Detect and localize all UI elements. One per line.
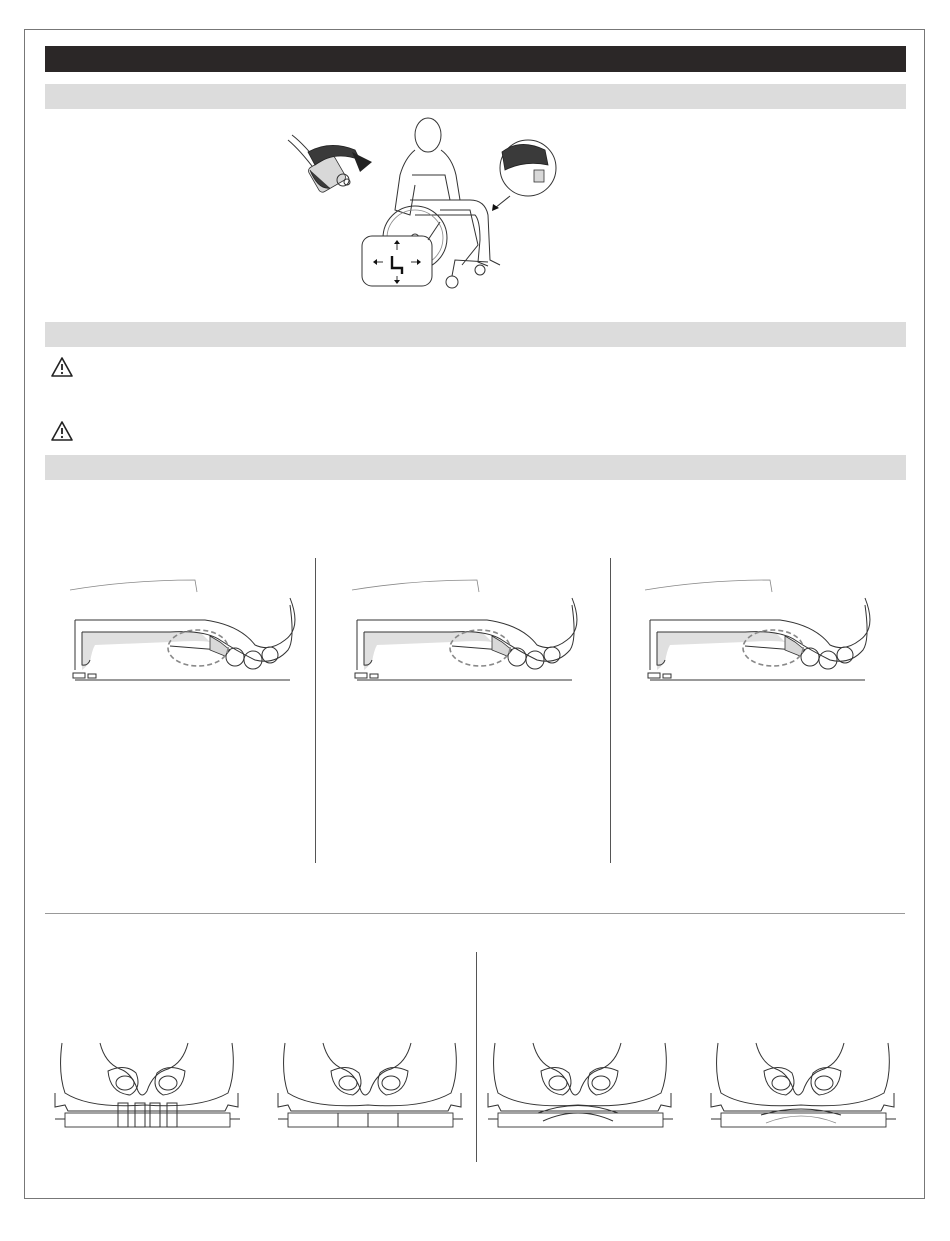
- rear-views-divider: [476, 952, 477, 1162]
- page-frame: [24, 29, 925, 1199]
- section-bar-warnings: [45, 322, 906, 347]
- section-divider: [45, 913, 905, 914]
- column-divider-1: [315, 558, 316, 863]
- section-bar-setup: [45, 84, 906, 109]
- warning-triangle-icon: [50, 420, 74, 442]
- column-divider-2: [610, 558, 611, 863]
- section-bar-adjustment: [45, 455, 906, 480]
- page-title-bar: [45, 46, 906, 72]
- warning-triangle-icon: [50, 356, 74, 378]
